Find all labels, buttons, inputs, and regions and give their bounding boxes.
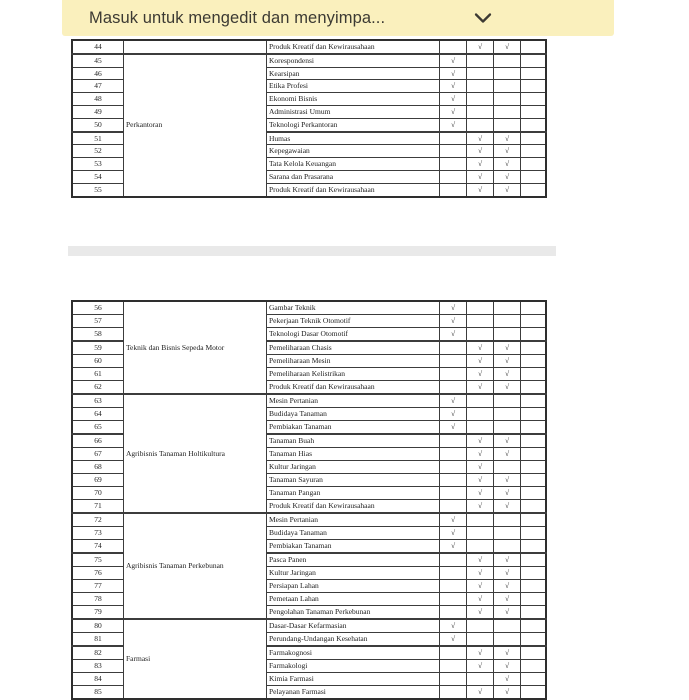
check-cell — [467, 54, 494, 67]
check-cell: √ — [440, 408, 467, 421]
check-cell — [467, 540, 494, 554]
check-cell — [521, 368, 547, 381]
check-cell: √ — [467, 487, 494, 500]
check-cell — [494, 394, 521, 408]
check-cell: √ — [494, 434, 521, 448]
check-cell: √ — [467, 183, 494, 196]
table-row — [72, 394, 546, 408]
row-number-cell: 66 — [72, 434, 124, 448]
check-cell: √ — [467, 461, 494, 474]
row-number-cell: 65 — [72, 421, 124, 435]
check-cell — [467, 301, 494, 315]
check-cell — [440, 434, 467, 448]
check-cell: √ — [440, 105, 467, 118]
check-cell: √ — [440, 315, 467, 328]
subject-cell: Kimia Farmasi — [267, 673, 440, 686]
check-cell — [521, 40, 547, 54]
check-cell: √ — [494, 593, 521, 606]
row-number-cell: 52 — [72, 145, 124, 158]
row-number-cell: 57 — [72, 315, 124, 328]
row-number-cell: 45 — [72, 54, 124, 67]
check-cell — [467, 105, 494, 118]
check-cell — [440, 646, 467, 660]
check-cell — [494, 527, 521, 540]
check-cell — [467, 673, 494, 686]
check-cell — [494, 619, 521, 633]
row-number-cell: 56 — [72, 301, 124, 315]
check-cell — [494, 118, 521, 131]
check-cell: √ — [467, 170, 494, 183]
check-cell: √ — [467, 448, 494, 461]
subject-cell: Persiapan Lahan — [267, 580, 440, 593]
subject-cell: Pemeliharaan Kelistrikan — [267, 368, 440, 381]
subject-cell: Sarana dan Prasarana — [267, 170, 440, 183]
check-cell — [494, 408, 521, 421]
check-cell — [440, 40, 467, 54]
check-cell: √ — [467, 580, 494, 593]
check-cell — [467, 80, 494, 93]
subject-cell: Pasca Panen — [267, 553, 440, 567]
check-cell — [521, 381, 547, 395]
check-cell — [521, 527, 547, 540]
signin-banner-label: Masuk untuk mengedit dan menyimpa... — [89, 8, 386, 27]
check-cell — [521, 593, 547, 606]
check-cell — [521, 118, 547, 131]
subject-cell: Kultur Jaringan — [267, 461, 440, 474]
check-cell: √ — [440, 328, 467, 342]
check-cell — [440, 368, 467, 381]
subject-cell: Ekonomi Bisnis — [267, 93, 440, 106]
check-cell — [440, 381, 467, 395]
check-cell: √ — [440, 54, 467, 67]
row-number-cell: 80 — [72, 619, 124, 633]
check-cell: √ — [467, 381, 494, 395]
row-number-cell: 46 — [72, 67, 124, 80]
check-cell: √ — [494, 474, 521, 487]
row-number-cell: 68 — [72, 461, 124, 474]
check-cell — [440, 660, 467, 673]
row-number-cell: 53 — [72, 158, 124, 171]
check-cell: √ — [440, 619, 467, 633]
subject-cell: Kearsipan — [267, 67, 440, 80]
check-cell — [521, 686, 547, 700]
signin-banner[interactable] — [62, 0, 614, 36]
row-number-cell: 78 — [72, 593, 124, 606]
subject-cell: Administrasi Umum — [267, 105, 440, 118]
check-cell — [494, 513, 521, 527]
check-cell: √ — [440, 301, 467, 315]
check-cell — [467, 394, 494, 408]
subject-cell: Farmakologi — [267, 660, 440, 673]
check-cell: √ — [467, 341, 494, 355]
check-cell: √ — [467, 660, 494, 673]
row-number-cell: 77 — [72, 580, 124, 593]
check-cell: √ — [494, 606, 521, 620]
check-cell — [440, 673, 467, 686]
check-cell: √ — [440, 513, 467, 527]
check-cell — [494, 105, 521, 118]
check-cell — [494, 633, 521, 647]
check-cell — [467, 633, 494, 647]
check-cell: √ — [467, 593, 494, 606]
row-number-cell: 70 — [72, 487, 124, 500]
row-number-cell: 83 — [72, 660, 124, 673]
row-number-cell: 69 — [72, 474, 124, 487]
check-cell: √ — [467, 567, 494, 580]
check-cell — [467, 67, 494, 80]
check-cell — [521, 513, 547, 527]
subject-cell: Tanaman Hias — [267, 448, 440, 461]
subject-cell: Tanaman Pangan — [267, 487, 440, 500]
check-cell — [467, 408, 494, 421]
subject-cell: Teknologi Dasar Otomotif — [267, 328, 440, 342]
subject-cell: Pemetaan Lahan — [267, 593, 440, 606]
check-cell — [521, 540, 547, 554]
subject-cell: Pengolahan Tanaman Perkebunan — [267, 606, 440, 620]
subject-cell: Perundang-Undangan Kesehatan — [267, 633, 440, 647]
row-number-cell: 44 — [72, 40, 124, 54]
check-cell: √ — [467, 368, 494, 381]
table-row — [72, 54, 546, 67]
document-page-2 — [71, 300, 517, 700]
check-cell — [467, 527, 494, 540]
check-cell: √ — [467, 355, 494, 368]
check-cell — [440, 355, 467, 368]
check-cell — [521, 394, 547, 408]
subject-cell: Farmakognosi — [267, 646, 440, 660]
check-cell: √ — [467, 500, 494, 514]
row-number-cell: 85 — [72, 686, 124, 700]
check-cell — [521, 80, 547, 93]
row-number-cell: 63 — [72, 394, 124, 408]
check-cell: √ — [467, 606, 494, 620]
check-cell — [521, 301, 547, 315]
chevron-down-icon[interactable] — [472, 7, 494, 29]
row-number-cell: 55 — [72, 183, 124, 196]
check-cell — [521, 158, 547, 171]
check-cell — [521, 341, 547, 355]
check-cell: √ — [494, 145, 521, 158]
check-cell: √ — [494, 487, 521, 500]
subject-cell: Tata Kelola Keuangan — [267, 158, 440, 171]
check-cell — [440, 593, 467, 606]
check-cell — [440, 170, 467, 183]
check-cell: √ — [494, 341, 521, 355]
row-number-cell: 61 — [72, 368, 124, 381]
check-cell: √ — [440, 540, 467, 554]
check-cell: √ — [467, 132, 494, 145]
check-cell: √ — [494, 183, 521, 196]
check-cell — [440, 461, 467, 474]
check-cell — [440, 183, 467, 196]
check-cell — [521, 633, 547, 647]
page-separator — [68, 246, 556, 256]
program-category-cell: Teknik dan Bisnis Sepeda Motor — [124, 301, 267, 394]
check-cell — [440, 132, 467, 145]
check-cell — [467, 93, 494, 106]
check-cell: √ — [440, 118, 467, 131]
curriculum-table-page-1 — [71, 39, 547, 198]
subject-cell: Kultur Jaringan — [267, 567, 440, 580]
check-cell — [440, 606, 467, 620]
check-cell — [521, 54, 547, 67]
table-row — [72, 301, 546, 315]
row-number-cell: 47 — [72, 80, 124, 93]
check-cell — [494, 328, 521, 342]
check-cell — [494, 461, 521, 474]
check-cell — [494, 67, 521, 80]
program-category-cell: Agribisnis Tanaman Holtikultura — [124, 394, 267, 513]
check-cell: √ — [440, 80, 467, 93]
check-cell — [494, 301, 521, 315]
row-number-cell: 67 — [72, 448, 124, 461]
check-cell — [521, 461, 547, 474]
check-cell — [521, 183, 547, 196]
subject-cell: Pemeliharaan Mesin — [267, 355, 440, 368]
program-category-cell — [124, 40, 267, 54]
row-number-cell: 75 — [72, 553, 124, 567]
subject-cell: Tanaman Sayuran — [267, 474, 440, 487]
curriculum-table-page-2 — [71, 300, 547, 700]
row-number-cell: 64 — [72, 408, 124, 421]
check-cell: √ — [494, 158, 521, 171]
check-cell: √ — [440, 421, 467, 435]
check-cell: √ — [440, 67, 467, 80]
check-cell — [494, 93, 521, 106]
check-cell — [521, 606, 547, 620]
check-cell — [521, 580, 547, 593]
table-row — [72, 619, 546, 633]
check-cell — [467, 315, 494, 328]
check-cell: √ — [494, 660, 521, 673]
subject-cell: Humas — [267, 132, 440, 145]
document-page-1 — [71, 39, 517, 198]
program-category-cell: Farmasi — [124, 619, 267, 699]
check-cell — [467, 328, 494, 342]
program-category-cell: Perkantoran — [124, 54, 267, 197]
check-cell: √ — [467, 145, 494, 158]
check-cell — [440, 448, 467, 461]
check-cell: √ — [494, 368, 521, 381]
check-cell: √ — [467, 686, 494, 700]
check-cell — [440, 487, 467, 500]
check-cell: √ — [494, 567, 521, 580]
subject-cell: Etika Profesi — [267, 80, 440, 93]
check-cell — [440, 567, 467, 580]
check-cell — [521, 421, 547, 435]
row-number-cell: 62 — [72, 381, 124, 395]
row-number-cell: 72 — [72, 513, 124, 527]
check-cell — [494, 421, 521, 435]
check-cell — [440, 158, 467, 171]
row-number-cell: 58 — [72, 328, 124, 342]
check-cell — [467, 118, 494, 131]
subject-cell: Pekerjaan Teknik Otomotif — [267, 315, 440, 328]
check-cell — [521, 553, 547, 567]
check-cell — [521, 619, 547, 633]
row-number-cell: 50 — [72, 118, 124, 131]
check-cell — [494, 54, 521, 67]
row-number-cell: 60 — [72, 355, 124, 368]
check-cell: √ — [494, 170, 521, 183]
check-cell — [467, 513, 494, 527]
subject-cell: Budidaya Tanaman — [267, 408, 440, 421]
check-cell — [521, 474, 547, 487]
check-cell — [440, 341, 467, 355]
row-number-cell: 51 — [72, 132, 124, 145]
row-number-cell: 79 — [72, 606, 124, 620]
check-cell — [521, 448, 547, 461]
check-cell: √ — [467, 474, 494, 487]
check-cell — [440, 580, 467, 593]
check-cell — [521, 487, 547, 500]
row-number-cell: 48 — [72, 93, 124, 106]
check-cell — [467, 421, 494, 435]
check-cell: √ — [494, 646, 521, 660]
check-cell — [521, 646, 547, 660]
row-number-cell: 73 — [72, 527, 124, 540]
row-number-cell: 71 — [72, 500, 124, 514]
row-number-cell: 54 — [72, 170, 124, 183]
check-cell — [494, 540, 521, 554]
check-cell — [521, 355, 547, 368]
check-cell: √ — [494, 686, 521, 700]
check-cell: √ — [467, 553, 494, 567]
row-number-cell: 49 — [72, 105, 124, 118]
row-number-cell: 82 — [72, 646, 124, 660]
subject-cell: Pembiakan Tanaman — [267, 421, 440, 435]
subject-cell: Dasar-Dasar Kefarmasian — [267, 619, 440, 633]
check-cell — [521, 673, 547, 686]
check-cell — [521, 500, 547, 514]
subject-cell: Korespondensi — [267, 54, 440, 67]
row-number-cell: 76 — [72, 567, 124, 580]
check-cell — [440, 500, 467, 514]
table-row — [72, 513, 546, 527]
check-cell — [521, 67, 547, 80]
subject-cell: Pemeliharaan Chasis — [267, 341, 440, 355]
check-cell — [440, 553, 467, 567]
subject-cell: Budidaya Tanaman — [267, 527, 440, 540]
check-cell — [440, 474, 467, 487]
check-cell: √ — [467, 646, 494, 660]
check-cell — [521, 105, 547, 118]
subject-cell: Pembiakan Tanaman — [267, 540, 440, 554]
subject-cell: Produk Kreatif dan Kewirausahaan — [267, 40, 440, 54]
row-number-cell: 59 — [72, 341, 124, 355]
check-cell: √ — [494, 500, 521, 514]
check-cell: √ — [494, 381, 521, 395]
check-cell: √ — [440, 394, 467, 408]
table-row — [72, 40, 546, 54]
subject-cell: Mesin Pertanian — [267, 513, 440, 527]
check-cell: √ — [440, 527, 467, 540]
check-cell — [521, 132, 547, 145]
check-cell — [521, 567, 547, 580]
check-cell: √ — [440, 93, 467, 106]
row-number-cell: 84 — [72, 673, 124, 686]
check-cell — [521, 93, 547, 106]
check-cell — [521, 434, 547, 448]
check-cell — [521, 328, 547, 342]
check-cell: √ — [494, 673, 521, 686]
check-cell: √ — [494, 553, 521, 567]
check-cell — [440, 145, 467, 158]
check-cell — [494, 80, 521, 93]
check-cell: √ — [494, 40, 521, 54]
check-cell — [521, 408, 547, 421]
check-cell — [521, 145, 547, 158]
check-cell — [494, 315, 521, 328]
check-cell: √ — [494, 355, 521, 368]
row-number-cell: 74 — [72, 540, 124, 554]
subject-cell: Gambar Teknik — [267, 301, 440, 315]
subject-cell: Kepegawaian — [267, 145, 440, 158]
check-cell — [467, 619, 494, 633]
row-number-cell: 81 — [72, 633, 124, 647]
check-cell — [521, 315, 547, 328]
check-cell: √ — [494, 448, 521, 461]
check-cell: √ — [467, 434, 494, 448]
subject-cell: Mesin Pertanian — [267, 394, 440, 408]
check-cell: √ — [440, 633, 467, 647]
subject-cell: Produk Kreatif dan Kewirausahaan — [267, 183, 440, 196]
subject-cell: Teknologi Perkantoran — [267, 118, 440, 131]
subject-cell: Tanaman Buah — [267, 434, 440, 448]
program-category-cell: Agribisnis Tanaman Perkebunan — [124, 513, 267, 619]
check-cell: √ — [494, 132, 521, 145]
check-cell: √ — [494, 580, 521, 593]
subject-cell: Produk Kreatif dan Kewirausahaan — [267, 381, 440, 395]
subject-cell: Produk Kreatif dan Kewirausahaan — [267, 500, 440, 514]
check-cell — [521, 660, 547, 673]
check-cell: √ — [467, 40, 494, 54]
check-cell — [521, 170, 547, 183]
subject-cell: Pelayanan Farmasi — [267, 686, 440, 700]
check-cell — [440, 686, 467, 700]
check-cell: √ — [467, 158, 494, 171]
